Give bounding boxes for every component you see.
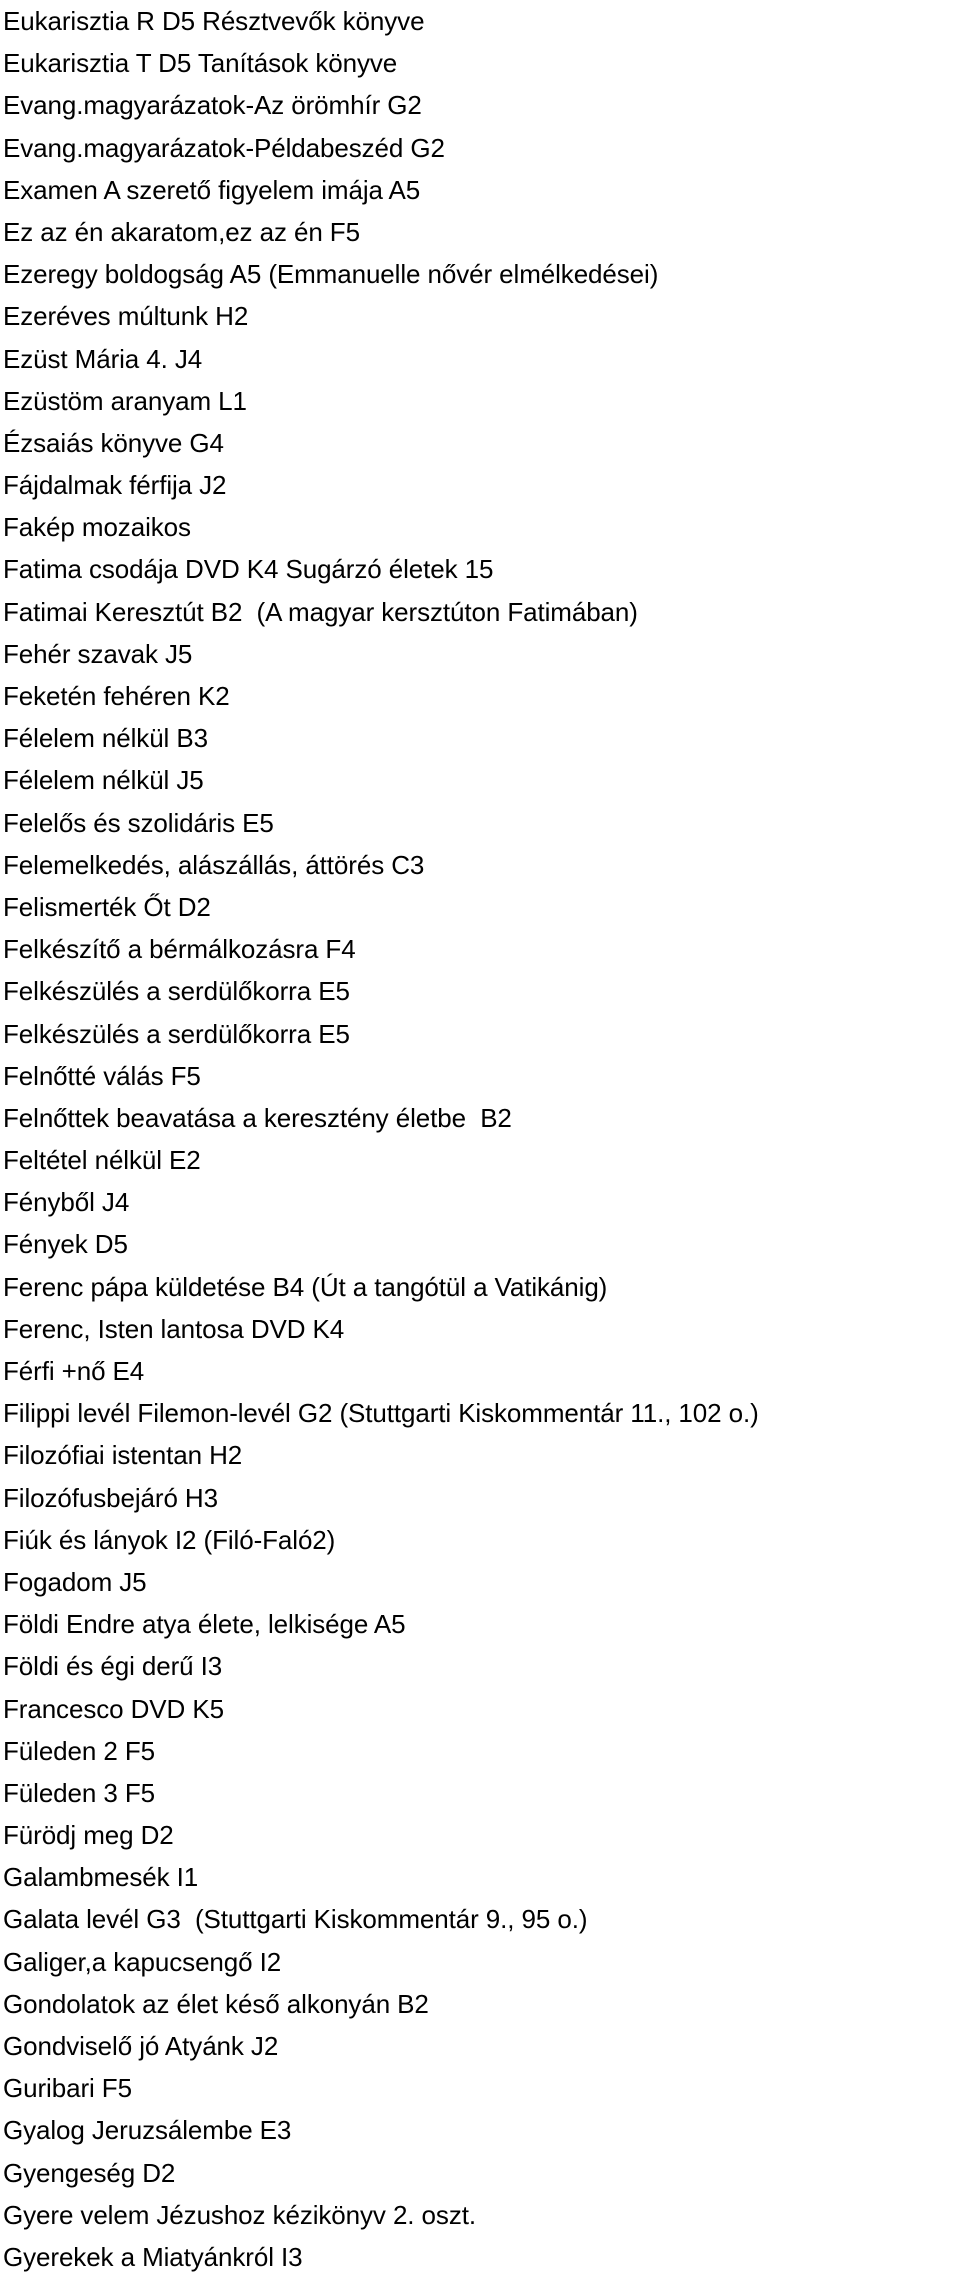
- list-item: Ezeregy boldogság A5 (Emmanuelle nővér elmélkedései): [3, 259, 659, 290]
- list-item: Examen A szerető figyelem imája A5: [3, 174, 421, 205]
- list-item: Ez az én akaratom,ez az én F5: [3, 216, 360, 247]
- list-item: Feltétel nélkül E2: [3, 1145, 201, 1176]
- list-item: Fényből J4: [3, 1187, 130, 1218]
- list-item: Filippi levél Filemon-levél G2 (Stuttgarti Kiskommentár 11., 102 o.): [3, 1398, 759, 1429]
- list-item: Fogadom J5: [3, 1566, 147, 1597]
- list-item: Felismerték Őt D2: [3, 891, 211, 922]
- list-item: Fények D5: [3, 1229, 128, 1260]
- list-item: Francesco DVD K5: [3, 1693, 224, 1724]
- list-item: Felemelkedés, alászállás, áttörés C3: [3, 849, 425, 880]
- list-item: Felkészülés a serdülőkorra E5: [3, 976, 350, 1007]
- list-item: Földi Endre atya élete, lelkisége A5: [3, 1609, 406, 1640]
- list-item: Ézsaiás könyve G4: [3, 427, 224, 458]
- list-item: Felkészítő a bérmálkozásra F4: [3, 934, 356, 965]
- list-item: Guribari F5: [3, 2073, 132, 2104]
- list-item: Eukarisztia R D5 Résztvevők könyve: [3, 6, 425, 36]
- list-item: Gondolatok az élet késő alkonyán B2: [3, 1988, 429, 2019]
- list-item: Fatima csodája DVD K4 Sugárzó életek 15: [3, 554, 494, 585]
- list-item: Evang.magyarázatok-Az örömhír G2: [3, 90, 422, 121]
- list-item: Félelem nélkül B3: [3, 723, 208, 754]
- list-item: Eukarisztia T D5 Tanítások könyve: [3, 48, 398, 79]
- list-item: Feketén fehéren K2: [3, 681, 230, 711]
- list-item: Gyengeség D2: [3, 2157, 176, 2188]
- list-item: Ezüst Mária 4. J4: [3, 343, 203, 374]
- list-item: Gyalog Jeruzsálembe E3: [3, 2115, 292, 2146]
- list-item: Ferenc, Isten lantosa DVD K4: [3, 1313, 345, 1344]
- list-item: Férfi +nő E4: [3, 1356, 145, 1386]
- list-item: Ferenc pápa küldetése B4 (Út a tangótül a Vatikánig): [3, 1271, 608, 1302]
- list-item: Felelős és szolidáris E5: [3, 807, 274, 838]
- list-item: Gyerekek a Miatyánkról I3: [3, 2241, 303, 2272]
- list-item: Fürödj meg D2: [3, 1820, 174, 1851]
- list-item: Felnőttek beavatása a keresztény életbe B2: [3, 1102, 512, 1133]
- list-item: Galiger,a kapucsengő I2: [3, 1946, 282, 1977]
- list-item: Fiúk és lányok I2 (Filó-Faló2): [3, 1524, 336, 1555]
- list-item: Gondviselő jó Atyánk J2: [3, 2031, 279, 2061]
- list-item: Ezüstöm aranyam L1: [3, 385, 247, 416]
- list-item: Fatimai Keresztút B2 (A magyar kersztúton Fatimában): [3, 596, 638, 627]
- list-item: Galata levél G3 (Stuttgarti Kiskommentár 9., 95 o.): [3, 1904, 588, 1935]
- list-item: Fehér szavak J5: [3, 638, 193, 669]
- list-item: Evang.magyarázatok-Példabeszéd G2: [3, 132, 445, 163]
- list-item: Füleden 2 F5: [3, 1735, 156, 1766]
- list-item: Fakép mozaikos: [3, 512, 191, 543]
- list-item: Gyere velem Jézushoz kézikönyv 2. oszt.: [3, 2199, 476, 2230]
- list-item: Filozófiai istentan H2: [3, 1440, 243, 1471]
- list-item: Galambmesék I1: [3, 1862, 199, 1893]
- list-item: Felkészülés a serdülőkorra E5: [3, 1018, 350, 1049]
- list-item: Filozófusbejáró H3: [3, 1482, 218, 1513]
- list-item: Fájdalmak férfija J2: [3, 470, 227, 501]
- list-item: Ezeréves múltunk H2: [3, 301, 249, 332]
- list-item: Félelem nélkül J5: [3, 765, 204, 796]
- list-item: Füleden 3 F5: [3, 1777, 156, 1808]
- list-item: Földi és égi derű I3: [3, 1651, 223, 1682]
- document-list: [3, 0, 953, 2278]
- list-item: Felnőtté válás F5: [3, 1060, 201, 1091]
